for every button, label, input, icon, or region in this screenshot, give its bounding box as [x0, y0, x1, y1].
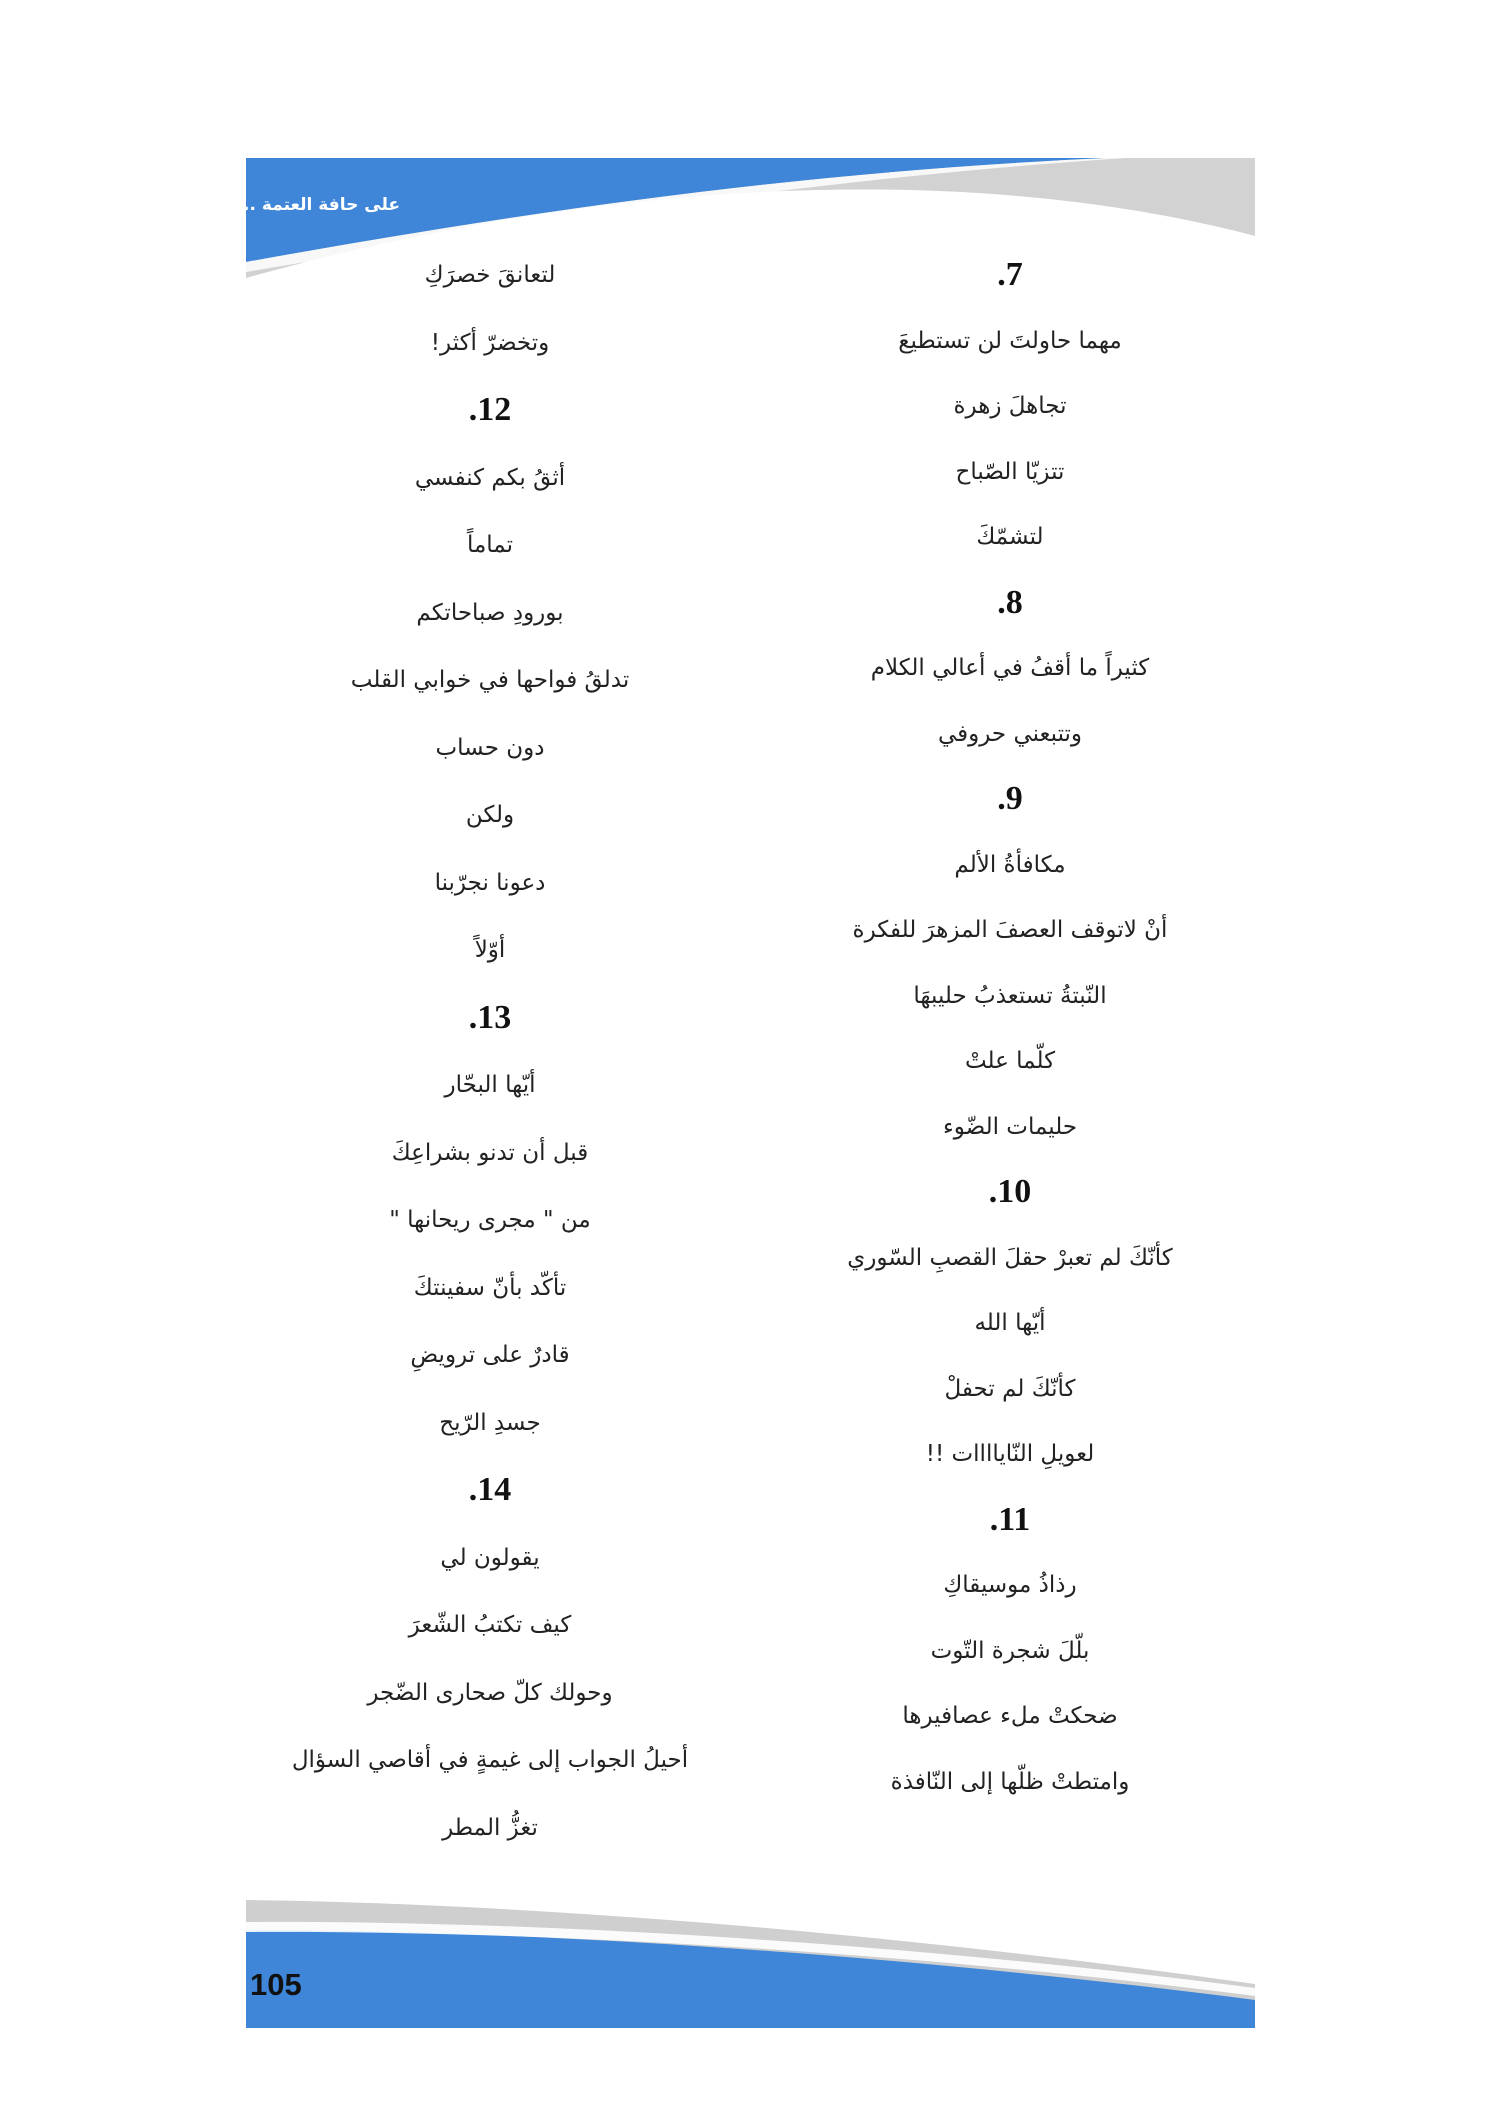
poem-number: .10 — [988, 1173, 1032, 1210]
poem-line: من " مجرى ريحانها " — [389, 1207, 591, 1233]
poem-line: ولكن — [465, 802, 515, 828]
poem-line: لتشمّكَ — [976, 524, 1044, 550]
poem-line: مكافأةُ الألم — [954, 851, 1066, 878]
poem-line: أيّها الله — [974, 1310, 1046, 1336]
footer-band — [246, 1900, 1255, 2028]
poem-line: وتخضرّ أكثر! — [430, 329, 550, 356]
poem-line: مهما حاولتَ لن تستطيعَ — [898, 327, 1122, 354]
poem-number: .12 — [468, 391, 512, 428]
poem-line: يقولون لي — [440, 1544, 540, 1571]
poem-line: النّبتةُ تستعذبُ حليبهَا — [913, 982, 1107, 1009]
poem-line: تجاهلَ زهرة — [953, 393, 1067, 419]
poem-line: أثقُ بكم كنفسي — [414, 464, 566, 491]
poem-line: أيّها البحّار — [444, 1072, 536, 1098]
poem-number: .14 — [468, 1471, 512, 1508]
poem-line: قادرٌ على ترويضِ — [410, 1342, 570, 1368]
poem-line: كيف تكتبُ الشّعرَ — [408, 1612, 572, 1638]
page-number: 105 — [250, 1967, 302, 2002]
poem-line: تدلقُ فواحها في خوابي القلب — [350, 667, 630, 693]
poem-line: حليمات الضّوء — [942, 1113, 1078, 1140]
poem-line: تتزيّا الصّباح — [955, 458, 1065, 485]
poem-line: كثيراً ما أقفُ في أعالي الكلام — [870, 655, 1150, 681]
poem-line: وتتبعني حروفي — [937, 720, 1083, 747]
poem-line: دون حساب — [435, 734, 545, 761]
poem-line: كلّما علتْ — [964, 1048, 1056, 1074]
poem-line: جسدِ الرّيح — [439, 1409, 541, 1436]
poem-line: لعويلِ النّاياااات !! — [925, 1441, 1095, 1467]
poem-line: كأنّكَ لم تحفلْ — [944, 1375, 1076, 1402]
poem-line: تماماً — [466, 532, 514, 558]
poem-line: أحيلُ الجواب إلى غيمةٍ في أقاصي السؤال — [291, 1747, 689, 1773]
poem-line: بورودِ صباحاتكم — [416, 599, 564, 626]
poem-number: .9 — [997, 780, 1023, 817]
poem-line: وامتطتْ ظلّها إلى النّافذة — [890, 1768, 1130, 1795]
poem-line: تأكّد بأنّ سفينتكَ — [413, 1274, 567, 1301]
running-header-title: على حافة العتمة .. — [243, 195, 400, 215]
poem-line: بلّلَ شجرة التّوت — [930, 1637, 1090, 1664]
poem-line: دعونا نجرّبنا — [434, 869, 546, 896]
poem-line: رذاذُ موسيقاكِ — [943, 1572, 1077, 1598]
poem-number: .7 — [997, 256, 1023, 293]
poem-number: .8 — [997, 583, 1023, 621]
poem-line: قبل أن تدنو بشراعِكَ — [391, 1139, 589, 1166]
poem-line: أوّلاً — [474, 937, 506, 963]
poem-line: أنْ لاتوقف العصفَ المزهرَ للفكرة — [852, 917, 1168, 943]
poem-line: تغزُّ المطر — [442, 1814, 538, 1841]
poem-line: ضحكتْ ملء عصافيرها — [902, 1703, 1118, 1729]
poem-line: وحولك كلّ صحارى الضّجر — [367, 1679, 613, 1706]
poem-line: لتعانقَ خصرَكِ — [424, 262, 556, 288]
poem-line: كأنّكَ لم تعبرْ حقلَ القصبِ السّوري — [847, 1244, 1173, 1271]
poem-number: .11 — [989, 1500, 1031, 1538]
poem-number: .13 — [468, 998, 512, 1036]
